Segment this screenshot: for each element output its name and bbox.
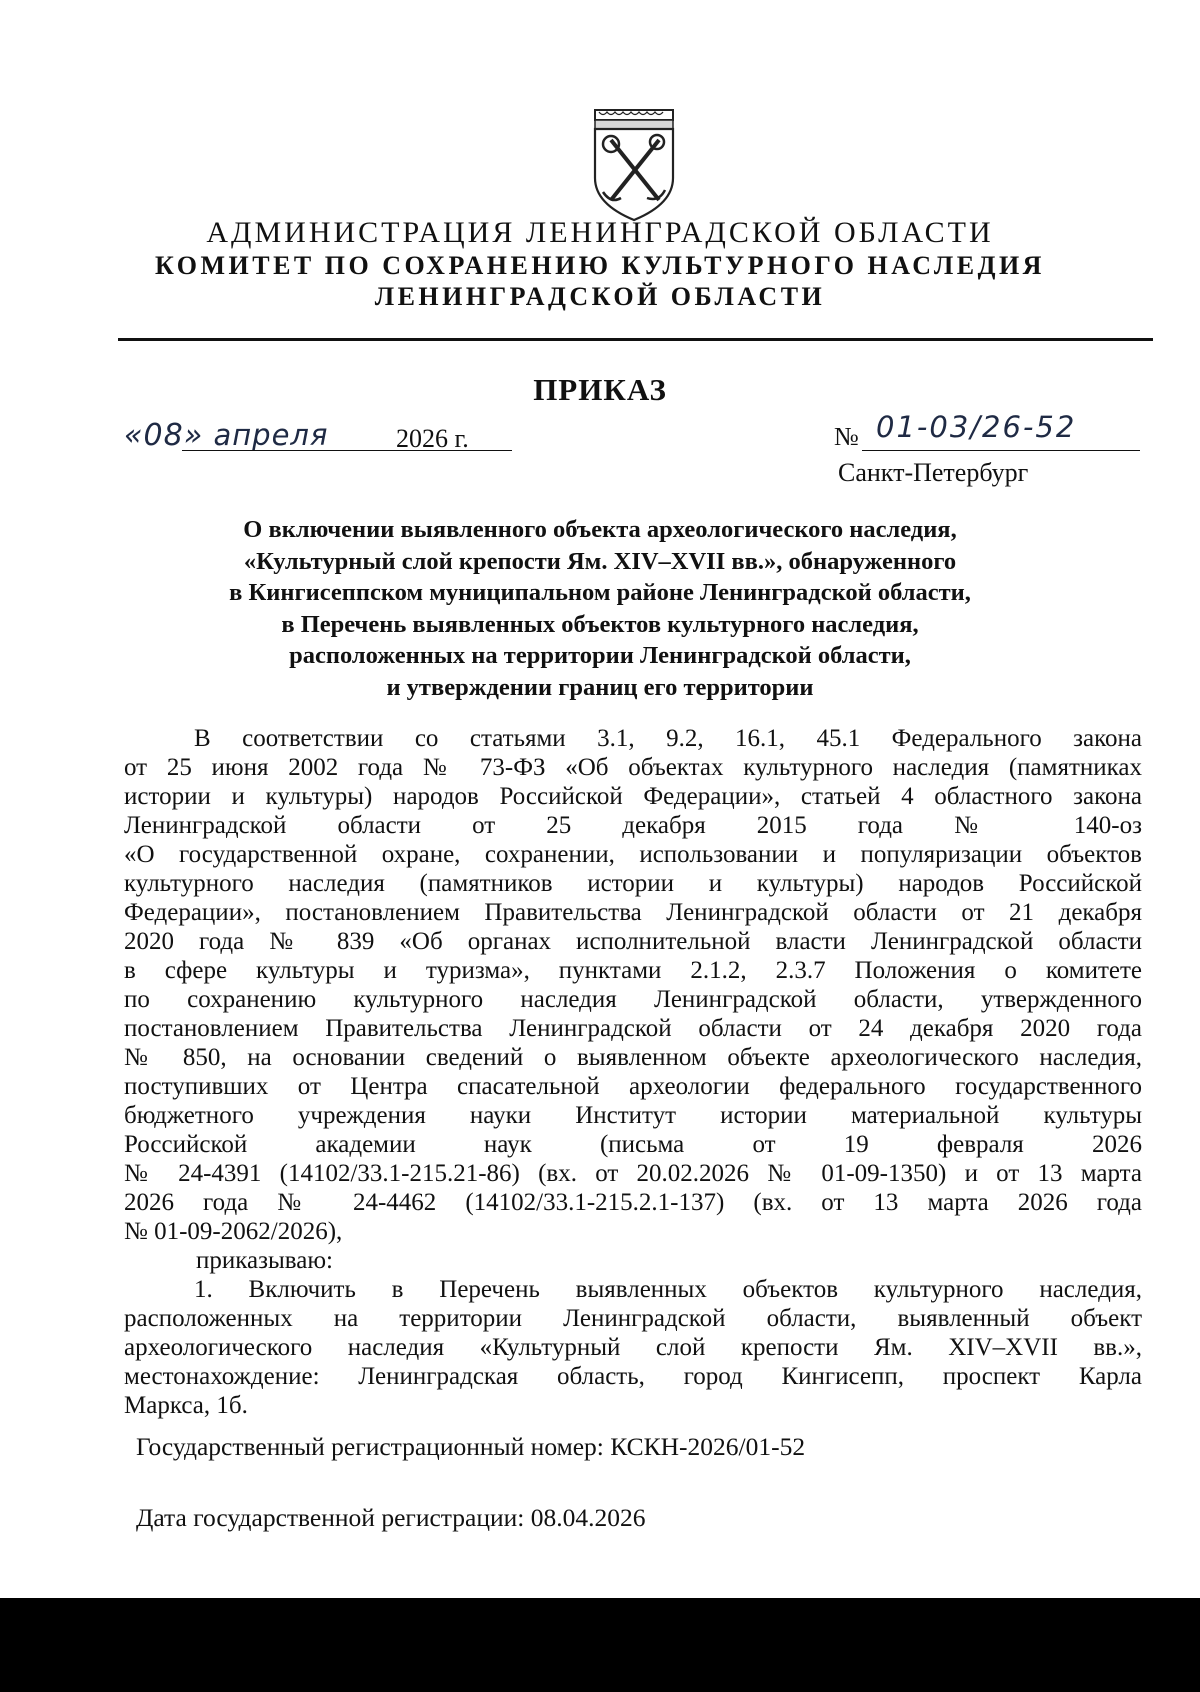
body-line: 2020 года № 839 «Об органах исполнительной власти Ленинградской области	[124, 928, 1142, 955]
date-month: апреля	[213, 418, 329, 452]
body-line: № 850, на основании сведений о выявленном объекте археологического наследия,	[124, 1044, 1142, 1071]
scan-shadow	[0, 1598, 1200, 1692]
body-line: поступивших от Центра спасательной археологии федерального государственного	[124, 1073, 1142, 1100]
body-line: № 01-09-2062/2026),	[124, 1218, 343, 1245]
title-line: в Перечень выявленных объектов культурного наследия,	[281, 610, 919, 638]
administration-name: АДМИНИСТРАЦИЯ ЛЕНИНГРАДСКОЙ ОБЛАСТИ	[206, 216, 994, 249]
body-line: в сфере культуры и туризма», пунктами 2.1.2, 2.3.7 Положения о комитете	[124, 957, 1142, 984]
committee-name: КОМИТЕТ ПО СОХРАНЕНИЮ КУЛЬТУРНОГО НАСЛЕДИЯ	[155, 251, 1045, 280]
body-line: № 24-4391 (14102/33.1-215.21-86) (вх. от 20.02.2026 № 01-09-1350) и от 13 марта	[124, 1160, 1142, 1187]
city: Санкт-Петербург	[838, 458, 1029, 487]
number-underline	[862, 450, 1140, 451]
order-number-label: №	[834, 422, 859, 451]
document-type: ПРИКАЗ	[533, 372, 667, 407]
body-line: Ленинградской области от 25 декабря 2015 года № 140-оз	[124, 812, 1142, 839]
title-line: в Кингисеппском муниципальном районе Ленинградской области,	[229, 579, 971, 606]
header-divider	[118, 338, 1153, 341]
registration-date: Дата государственной регистрации: 08.04.2026	[136, 1503, 646, 1532]
title-line: О включении выявленного объекта археологического наследия,	[243, 516, 957, 543]
body-line: бюджетного учреждения науки Институт истории материальной культуры	[124, 1102, 1142, 1129]
body-line: культурного наследия (памятников истории и культуры) народов Российской	[124, 870, 1142, 897]
committee-region: ЛЕНИНГРАДСКОЙ ОБЛАСТИ	[374, 282, 826, 311]
title-line: расположенных на территории Ленинградской области,	[289, 642, 911, 669]
date-year: 2026 г.	[396, 424, 469, 453]
body-line: постановлением Правительства Ленинградской области от 24 декабря 2020 года	[124, 1015, 1142, 1042]
body-line: «О государственной охране, сохранении, использовании и популяризации объектов	[124, 841, 1142, 868]
coat-of-arms-emblem	[587, 108, 681, 222]
title-line: и утверждении границ его территории	[386, 673, 814, 701]
order-word: приказываю:	[196, 1247, 333, 1274]
handwritten-date	[124, 418, 328, 453]
item-line: археологического наследия «Культурный слой крепости Ям. XIV–XVII вв.»,	[124, 1334, 1142, 1361]
body-line: Российской академии наук (письма от 19 февраля 2026	[124, 1131, 1142, 1158]
title-line: «Культурный слой крепости Ям. XIV–XVII вв.», обнаруженного	[243, 547, 957, 575]
item-line: Маркса, 1б.	[124, 1392, 248, 1419]
item-line: местонахождение: Ленинградская область, город Кингисепп, проспект Карла	[124, 1363, 1142, 1390]
item-line: расположенных на территории Ленинградской области, выявленный объект	[124, 1305, 1142, 1332]
body-line: по сохранению культурного наследия Ленинградской области, утвержденного	[124, 986, 1142, 1013]
item-line: 1. Включить в Перечень выявленных объектов культурного наследия,	[194, 1276, 1142, 1303]
order-title	[0, 514, 1200, 703]
body-line: от 25 июня 2002 года № 73-ФЗ «Об объектах культурного наследия (памятниках	[124, 754, 1142, 781]
order-number: 01-03/26-52	[876, 410, 1077, 444]
body-line: В соответствии со статьями 3.1, 9.2, 16.1, 45.1 Федерального закона	[194, 725, 1142, 752]
body-line: истории и культуры) народов Российской Федерации», статьей 4 областного закона	[124, 783, 1142, 810]
registration-number: Государственный регистрационный номер: КСКН-2026/01-52	[136, 1432, 806, 1461]
body-line: Федерации», постановлением Правительства Ленинградской области от 21 декабря	[124, 899, 1142, 926]
body-line: 2026 года № 24-4462 (14102/33.1-215.2.1-137) (вх. от 13 марта 2026 года	[124, 1189, 1142, 1216]
date-day: «08»	[124, 418, 204, 453]
